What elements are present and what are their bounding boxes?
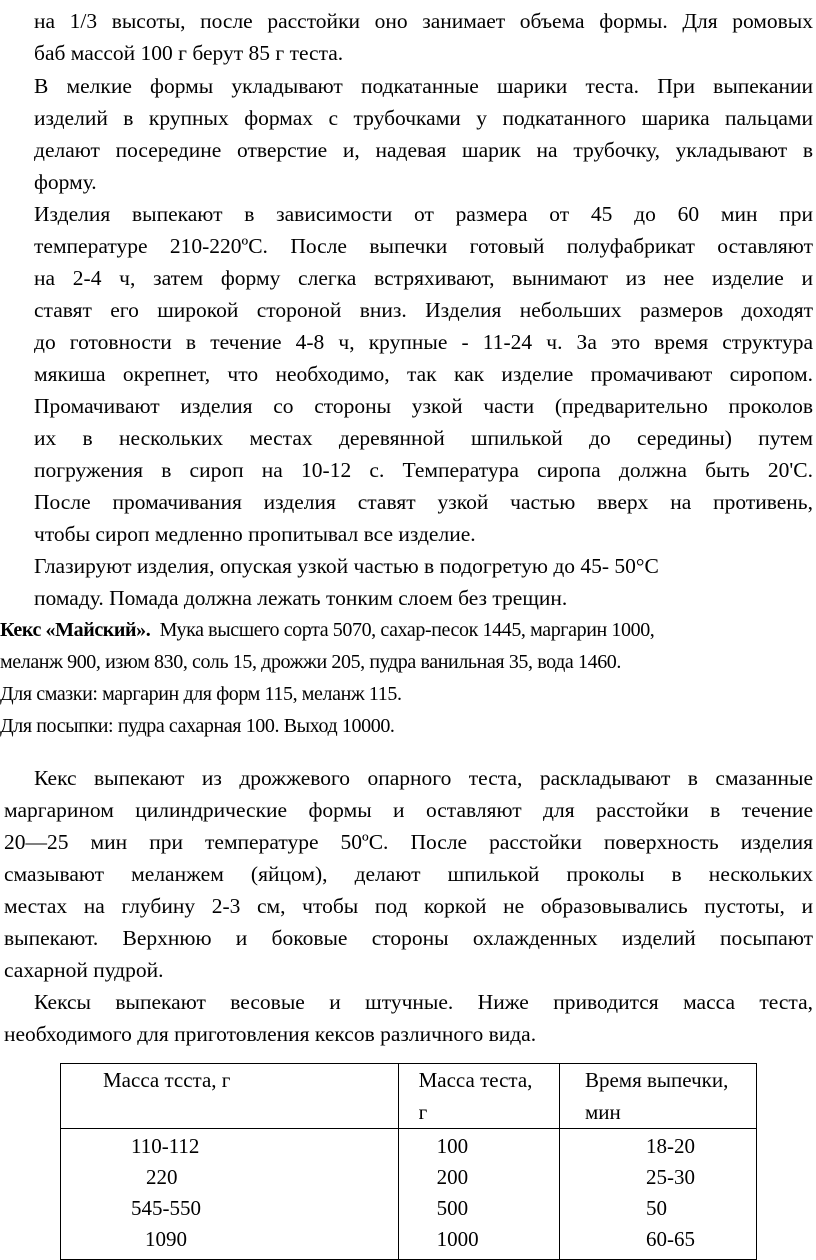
recipe-line: Для посыпки: пудра сахарная 100. Выход 10000. [0,715,395,737]
text-line: местах на глубину 2-3 см, чтобы под коркой не образовывались пустоты, и [4,894,813,918]
table-header-row [61,1064,757,1129]
text-line: температуре 210-220ºС. После выпечки готовый полуфабрикат оставляют [34,234,813,258]
text-line: маргарином цилиндрические формы и оставляют для расстойки в течение [4,798,813,822]
text-line: Изделия выпекают в зависимости от размера от 45 до 60 мин при [34,202,813,226]
text-line: изделий в крупных формах с трубочками у подкатанного шарика пальцами [34,106,813,130]
table-column-mass-1: 110-112 220 545-550 1090 [61,1129,399,1260]
text-line: Кекс выпекают из дрожжевого опарного теста, раскладывают в смазанные [34,766,813,790]
text-line: на 2-4 ч, затем форму слегка встряхивают, вынимают из нее изделие и [34,266,813,290]
text-line: сахарной пудрой. [4,958,164,982]
text-line: необходимого для приготовления кексов различного вида. [4,1022,537,1046]
text-line: баб массой 100 г берут 85 г теста. [34,41,344,65]
text-line: их в нескольких местах деревянной шпилькой до середины) путем [34,426,813,450]
recipe-line [0,614,654,646]
header-baking-time: Время выпечки, мин [559,1064,756,1129]
table-row [61,1129,757,1260]
header-mass-dough-1: Масса тсста, г [61,1064,399,1129]
text-line: форму. [34,170,97,194]
text-line: помаду. Помада должна лежать тонким слоем без трещин. [34,586,568,610]
text-line: чтобы сироп медленно пропитывал все изделие. [34,522,476,546]
table-column-mass-2: 100 200 500 1000 [398,1129,559,1260]
text-line: выпекают. Верхнюю и боковые стороны охлажденных изделий посыпают [4,926,813,950]
text-line: 20—25 мин при температуре 50ºС. После расстойки поверхность изделия [4,830,813,854]
text-line: Кексы выпекают весовые и штучные. Ниже приводится масса теста, [34,990,813,1014]
text-line: делают посередине отверстие и, надевая шарик на трубочку, укладывают в [34,138,813,162]
text-line: погружения в сироп на 10-12 с. Температура сиропа должна быть 20'С. [34,458,813,482]
text-line: После промачивания изделия ставят узкой частью вверх на противень, [34,490,813,514]
text-line: до готовности в течение 4-8 ч, крупные - 11-24 ч. За это время структура [34,330,813,354]
text-line: В мелкие формы укладывают подкатанные шарики теста. При выпекании [34,74,813,98]
recipe-ingredients: Мука высшего сорта 5070, сахар-песок 1445, маргарин 1000, [159,619,655,641]
text-line: на 1/3 высоты, после расстойки оно занимает объема формы. Для ромовых [34,9,813,33]
text-line: мякиша окрепнет, что необходимо, так как изделие промачивают сиропом. [34,362,813,386]
header-mass-dough-2: Масса теста, г [398,1064,559,1129]
recipe-title: Кекс «Майский». [0,619,151,641]
text-line: Глазируют изделия, опуская узкой частью в подогретую до 45- 50°С [34,554,659,578]
recipe-line: меланж 900, изюм 830, соль 15, дрожжи 205, пудра ванильная 35, вода 1460. [0,651,622,673]
text-line: смазывают меланжем (яйцом), делают шпилькой проколы в нескольких [4,862,813,886]
text-line: Промачивают изделия со стороны узкой части (предварительно проколов [34,394,813,418]
mass-table [60,1063,757,1260]
text-line: ставят его широкой стороной вниз. Изделия небольших размеров доходят [34,298,813,322]
recipe-line: Для смазки: маргарин для форм 115, меланж 115. [0,683,402,705]
table-column-time: 18-20 25-30 50 60-65 [559,1129,756,1260]
